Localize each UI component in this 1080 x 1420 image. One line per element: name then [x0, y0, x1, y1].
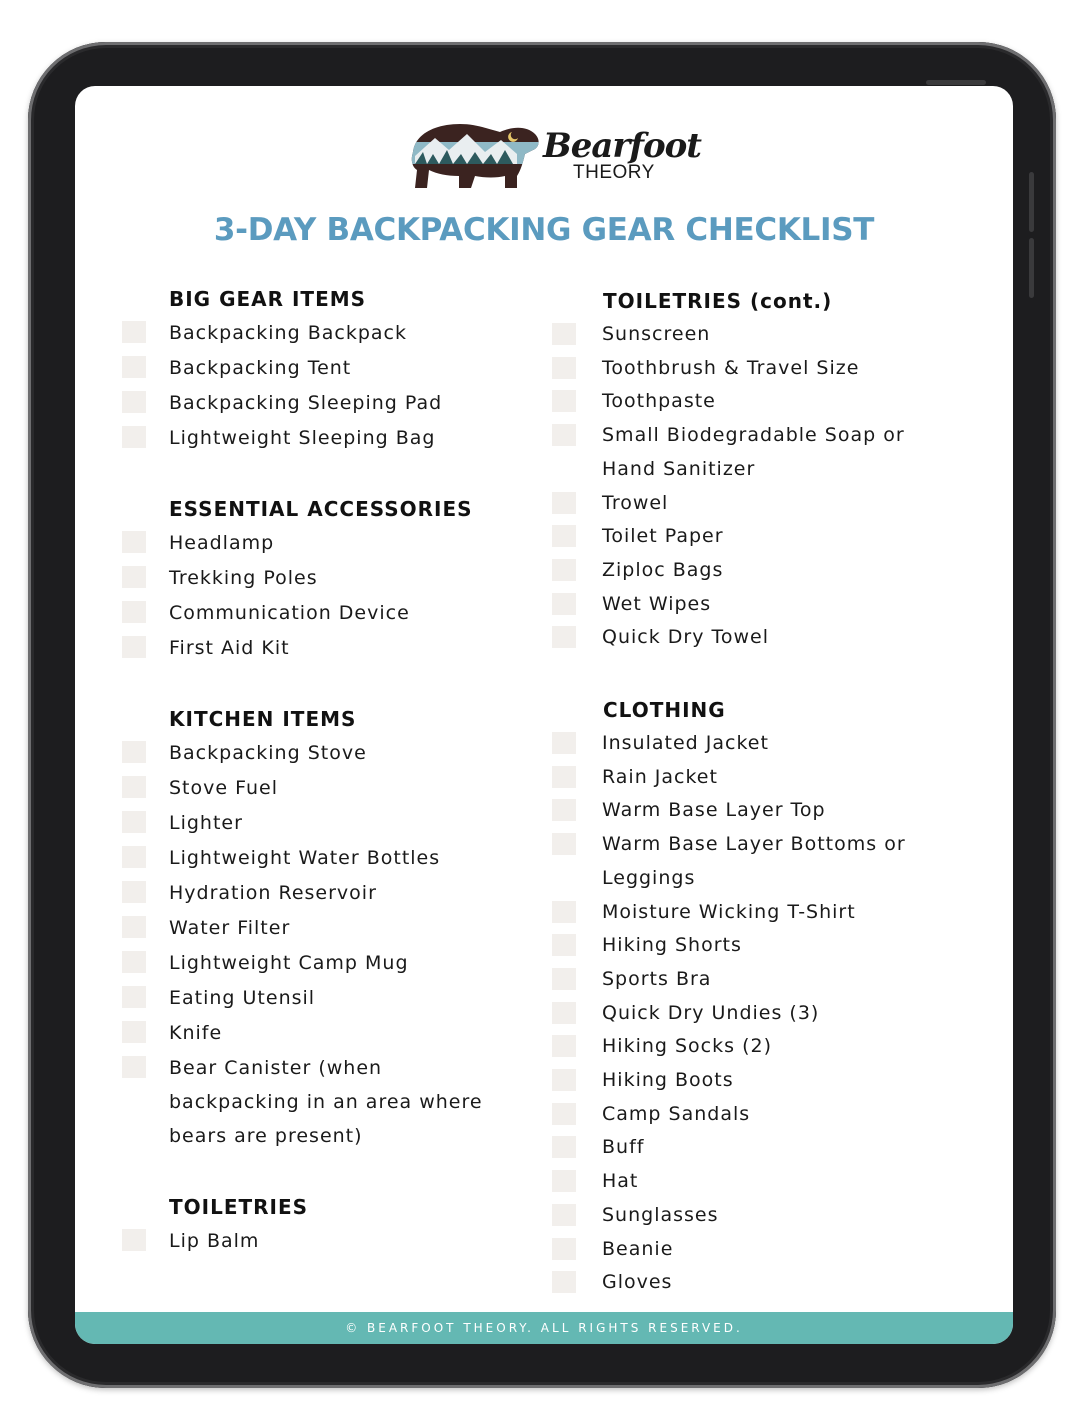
checkbox[interactable]	[122, 426, 146, 448]
section-heading-clothing: CLOTHING	[603, 698, 726, 723]
item-label: Rain Jacket	[602, 765, 718, 788]
brand-sub-text: THEORY	[573, 162, 655, 183]
checklist-item	[552, 727, 972, 761]
checkbox[interactable]	[122, 566, 146, 588]
item-label: Eating Utensil	[169, 987, 316, 1009]
checkbox[interactable]	[552, 766, 576, 788]
item-label: First Aid Kit	[169, 637, 290, 659]
item-label: Bear Canister (when backpacking in an area where bears are present)	[169, 1057, 483, 1147]
checkbox[interactable]	[122, 1229, 146, 1251]
item-label: Buff	[602, 1136, 645, 1159]
section-heading-toiletries: TOILETRIES	[169, 1195, 309, 1219]
checklist-item	[122, 561, 542, 595]
checklist-item	[122, 1224, 542, 1258]
checkbox[interactable]	[552, 1103, 576, 1125]
checklist-item	[552, 761, 972, 795]
checklist-item	[552, 997, 972, 1031]
item-label: Backpacking Tent	[169, 357, 352, 379]
checkbox[interactable]	[122, 1056, 146, 1078]
copyright-footer: © BEARFOOT THEORY. ALL RIGHTS RESERVED.	[75, 1312, 1013, 1344]
section-heading-kitchen-items: KITCHEN ITEMS	[169, 707, 357, 731]
checklist-item	[122, 946, 542, 980]
item-label: Camp Sandals	[602, 1102, 751, 1125]
item-label: Backpacking Stove	[169, 742, 367, 764]
checkbox[interactable]	[552, 934, 576, 956]
checklist-item	[552, 1030, 972, 1064]
checklist-item	[122, 911, 542, 945]
bearfoot-logo	[405, 112, 701, 192]
checklist-item	[122, 736, 542, 770]
checklist-item	[552, 1233, 972, 1267]
checklist-item	[552, 1199, 972, 1233]
checklist-item	[552, 828, 972, 895]
checkbox[interactable]	[122, 951, 146, 973]
item-label: Quick Dry Undies (3)	[602, 1001, 820, 1024]
checkbox[interactable]	[552, 525, 576, 547]
checkbox[interactable]	[122, 321, 146, 343]
item-label: Toothpaste	[602, 390, 716, 413]
checklist-item	[552, 621, 972, 655]
item-label: Toilet Paper	[602, 525, 724, 548]
checklist-item	[552, 1098, 972, 1132]
checkbox[interactable]	[552, 357, 576, 379]
tablet-volume-down-button	[1029, 238, 1034, 298]
checkbox[interactable]	[552, 626, 576, 648]
checkbox[interactable]	[552, 424, 576, 446]
checklist-item	[552, 588, 972, 622]
checklist-item	[552, 963, 972, 997]
checklist-item	[122, 421, 542, 455]
checklist-item	[122, 316, 542, 350]
item-label: Moisture Wicking T-Shirt	[602, 900, 856, 923]
item-label: Beanie	[602, 1237, 674, 1260]
checkbox[interactable]	[552, 968, 576, 990]
item-label: Backpacking Backpack	[169, 322, 407, 344]
brand-script-text: Bearfoot	[543, 126, 701, 166]
checkbox[interactable]	[122, 636, 146, 658]
checkbox[interactable]	[552, 390, 576, 412]
right-column	[552, 284, 972, 1300]
page-title: 3-DAY BACKPACKING GEAR CHECKLIST	[213, 212, 875, 248]
checklist-item	[552, 794, 972, 828]
checkbox[interactable]	[122, 741, 146, 763]
left-column	[122, 282, 542, 1258]
checklist-item	[552, 419, 972, 486]
checklist-item	[552, 385, 972, 419]
checkbox[interactable]	[122, 881, 146, 903]
checkbox[interactable]	[122, 601, 146, 623]
checkbox[interactable]	[552, 1238, 576, 1260]
checklist-item	[552, 1266, 972, 1300]
checklist-item	[122, 351, 542, 385]
item-label: Trekking Poles	[169, 567, 318, 589]
item-label: Communication Device	[169, 602, 410, 624]
checklist-item	[552, 520, 972, 554]
checkbox[interactable]	[122, 811, 146, 833]
checklist-item	[122, 386, 542, 420]
item-label: Warm Base Layer Top	[602, 799, 826, 822]
item-label: Lightweight Water Bottles	[169, 847, 441, 869]
checklist-item	[122, 806, 542, 840]
checkbox[interactable]	[552, 901, 576, 923]
checkbox[interactable]	[122, 916, 146, 938]
checklist-item	[122, 981, 542, 1015]
item-label: Lip Balm	[169, 1230, 260, 1252]
checkbox[interactable]	[552, 1170, 576, 1192]
checklist-item	[552, 487, 972, 521]
item-label: Small Biodegradable Soap or Hand Sanitizer	[602, 424, 905, 480]
checkbox[interactable]	[552, 559, 576, 581]
checkbox[interactable]	[552, 799, 576, 821]
checklist-item	[122, 1016, 542, 1050]
section-heading-toiletries-cont: TOILETRIES (cont.)	[603, 289, 833, 313]
checkbox[interactable]	[552, 1271, 576, 1293]
checkbox[interactable]	[552, 1136, 576, 1158]
section-heading-essential-accessories: ESSENTIAL ACCESSORIES	[169, 497, 473, 521]
item-label: Hiking Boots	[602, 1069, 734, 1092]
section-heading-big-gear: BIG GEAR ITEMS	[169, 287, 367, 311]
item-label: Sunscreen	[602, 323, 711, 345]
checkbox[interactable]	[122, 531, 146, 553]
checkbox[interactable]	[552, 492, 576, 514]
checkbox[interactable]	[552, 732, 576, 754]
checkbox[interactable]	[552, 833, 576, 855]
item-label: Trowel	[602, 491, 669, 514]
item-label: Ziploc Bags	[602, 558, 724, 581]
checklist-item	[122, 596, 542, 630]
checkbox[interactable]	[122, 1021, 146, 1043]
checklist-page	[75, 86, 1013, 1344]
checklist-item	[122, 771, 542, 805]
checkbox[interactable]	[552, 1035, 576, 1057]
item-label: Wet Wipes	[602, 592, 712, 615]
checklist-item	[552, 929, 972, 963]
checkbox[interactable]	[122, 986, 146, 1008]
checkbox[interactable]	[552, 1002, 576, 1024]
item-label: Stove Fuel	[169, 777, 279, 799]
checklist-item	[552, 318, 972, 352]
item-label: Quick Dry Towel	[602, 626, 769, 649]
item-label: Hydration Reservoir	[169, 882, 377, 904]
checkbox[interactable]	[552, 323, 576, 345]
item-label: Backpacking Sleeping Pad	[169, 392, 443, 414]
item-label: Sports Bra	[602, 967, 712, 990]
item-label: Headlamp	[169, 532, 275, 554]
tablet-power-button	[926, 80, 986, 85]
item-label: Hiking Socks (2)	[602, 1035, 772, 1058]
checklist-item	[122, 631, 542, 665]
checklist-item	[122, 526, 542, 560]
item-label: Gloves	[602, 1271, 673, 1294]
checklist-item	[552, 1131, 972, 1165]
checkbox[interactable]	[122, 356, 146, 378]
checklist-item	[122, 876, 542, 910]
item-label: Water Filter	[169, 917, 291, 939]
item-label: Lighter	[169, 812, 243, 834]
item-label: Hat	[602, 1170, 639, 1193]
checkbox[interactable]	[552, 593, 576, 615]
item-label: Toothbrush & Travel Size	[602, 356, 860, 379]
checklist-item	[122, 1051, 542, 1153]
checklist-item	[552, 896, 972, 930]
checkbox[interactable]	[122, 391, 146, 413]
checklist-item	[122, 841, 542, 875]
checklist-item	[552, 352, 972, 386]
checkbox[interactable]	[122, 846, 146, 868]
bear-silhouette-icon	[405, 112, 545, 192]
item-label: Knife	[169, 1022, 223, 1044]
checkbox[interactable]	[122, 776, 146, 798]
item-label: Hiking Shorts	[602, 934, 742, 957]
checklist-item	[552, 1064, 972, 1098]
tablet-volume-up-button	[1029, 172, 1034, 232]
checklist-item	[552, 554, 972, 588]
item-label: Insulated Jacket	[602, 732, 769, 755]
checklist-item	[552, 1165, 972, 1199]
checkbox[interactable]	[552, 1204, 576, 1226]
checkbox[interactable]	[552, 1069, 576, 1091]
item-label: Lightweight Camp Mug	[169, 952, 409, 974]
item-label: Lightweight Sleeping Bag	[169, 427, 436, 449]
item-label: Sunglasses	[602, 1203, 719, 1226]
item-label: Warm Base Layer Bottoms or Leggings	[602, 833, 906, 889]
